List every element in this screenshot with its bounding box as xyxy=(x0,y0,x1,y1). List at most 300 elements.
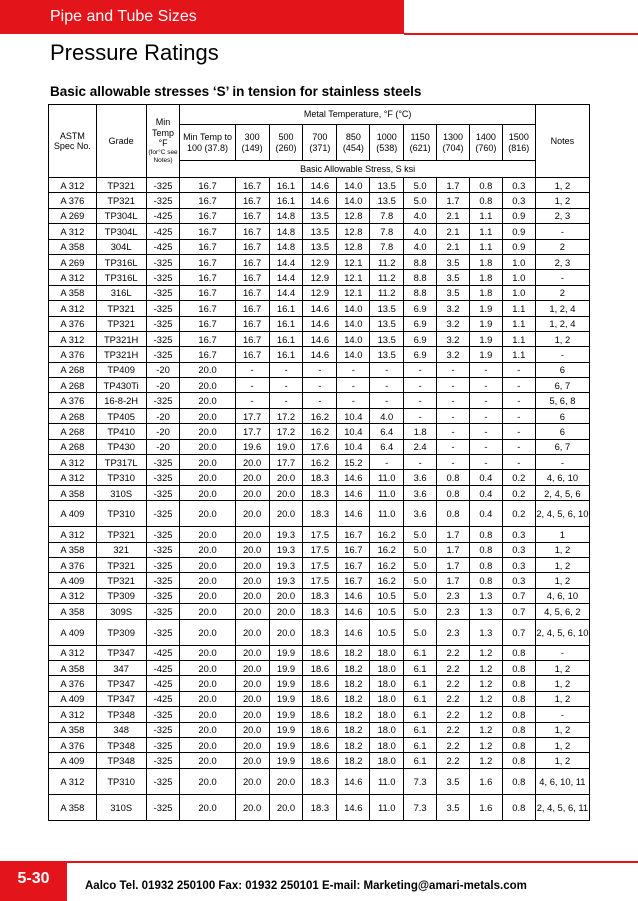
cell-700: 17.6 xyxy=(303,439,337,454)
cell-1500: 0.8 xyxy=(502,722,535,737)
cell-to100: 16.7 xyxy=(180,208,235,223)
cell-1400: 1.8 xyxy=(469,270,502,285)
cell-1500: 0.2 xyxy=(502,470,535,485)
cell-850: 18.2 xyxy=(337,707,370,722)
cell-grade: TP321 xyxy=(96,316,146,331)
cell-notes: 1, 2 xyxy=(535,193,589,208)
cell-500: 20.0 xyxy=(269,619,303,645)
cell-850: 10.4 xyxy=(337,439,370,454)
cell-grade: TP304L xyxy=(96,208,146,223)
cell-1300: 1.7 xyxy=(437,573,470,588)
table-row xyxy=(49,316,590,331)
cell-notes: 2, 4, 5, 6 xyxy=(535,485,589,500)
cell-grade: TP321 xyxy=(96,557,146,572)
cell-1150: 6.9 xyxy=(404,331,437,346)
cell-700: 18.6 xyxy=(303,753,337,768)
temp-col: 1400 (760) xyxy=(469,125,502,161)
cell-300: 16.7 xyxy=(235,347,269,362)
cell-notes: 1, 2 xyxy=(535,722,589,737)
cell-1300: 3.2 xyxy=(437,347,470,362)
cell-1400: - xyxy=(469,362,502,377)
cell-1500: 0.3 xyxy=(502,557,535,572)
table-header xyxy=(49,105,590,178)
cell-min-temp: -325 xyxy=(146,485,180,500)
cell-1000: 18.0 xyxy=(370,645,404,660)
cell-to100: 20.0 xyxy=(180,393,235,408)
cell-700: 18.6 xyxy=(303,645,337,660)
cell-min-temp: -325 xyxy=(146,393,180,408)
cell-to100: 20.0 xyxy=(180,362,235,377)
cell-spec: A 376 xyxy=(49,193,97,208)
cell-to100: 20.0 xyxy=(180,378,235,393)
cell-notes: 1, 2 xyxy=(535,737,589,752)
table-row xyxy=(49,722,590,737)
cell-700: 18.6 xyxy=(303,691,337,706)
cell-spec: A 269 xyxy=(49,208,97,223)
cell-500: 20.0 xyxy=(269,604,303,619)
cell-min-temp: -325 xyxy=(146,707,180,722)
cell-notes: 6 xyxy=(535,408,589,423)
cell-850: 14.6 xyxy=(337,619,370,645)
cell-grade: TP310 xyxy=(96,470,146,485)
cell-1150: - xyxy=(404,362,437,377)
cell-500: 16.1 xyxy=(269,316,303,331)
cell-850: 12.8 xyxy=(337,224,370,239)
cell-1400: 1.3 xyxy=(469,604,502,619)
cell-spec: A 312 xyxy=(49,768,97,794)
cell-spec: A 409 xyxy=(49,691,97,706)
cell-notes: 1, 2, 4 xyxy=(535,316,589,331)
cell-min-temp: -20 xyxy=(146,439,180,454)
cell-700: 13.5 xyxy=(303,239,337,254)
cell-min-temp: -325 xyxy=(146,270,180,285)
cell-min-temp: -425 xyxy=(146,676,180,691)
cell-1300: 1.7 xyxy=(437,178,470,193)
cell-700: 16.2 xyxy=(303,424,337,439)
cell-500: - xyxy=(269,362,303,377)
cell-grade: TP321 xyxy=(96,527,146,542)
cell-to100: 20.0 xyxy=(180,588,235,603)
cell-notes: 1, 2 xyxy=(535,178,589,193)
cell-300: 20.0 xyxy=(235,527,269,542)
cell-500: 17.2 xyxy=(269,424,303,439)
cell-1000: 11.0 xyxy=(370,768,404,794)
cell-1000: 13.5 xyxy=(370,347,404,362)
cell-500: 20.0 xyxy=(269,588,303,603)
cell-1500: - xyxy=(502,455,535,470)
cell-1300: 2.1 xyxy=(437,208,470,223)
cell-1500: 0.3 xyxy=(502,573,535,588)
cell-1500: 0.3 xyxy=(502,542,535,557)
cell-min-temp: -325 xyxy=(146,501,180,527)
table-body xyxy=(49,178,590,821)
cell-1400: 1.9 xyxy=(469,347,502,362)
cell-700: 17.5 xyxy=(303,557,337,572)
cell-300: 20.0 xyxy=(235,573,269,588)
cell-1300: 1.7 xyxy=(437,527,470,542)
cell-850: 18.2 xyxy=(337,737,370,752)
cell-notes: - xyxy=(535,707,589,722)
cell-to100: 16.7 xyxy=(180,193,235,208)
cell-700: 13.5 xyxy=(303,208,337,223)
cell-spec: A 268 xyxy=(49,424,97,439)
cell-700: 14.6 xyxy=(303,316,337,331)
cell-700: 18.6 xyxy=(303,676,337,691)
cell-1500: 0.7 xyxy=(502,604,535,619)
cell-grade: TP310 xyxy=(96,768,146,794)
cell-notes: 1, 2 xyxy=(535,331,589,346)
table-row xyxy=(49,378,590,393)
footer-rule xyxy=(67,861,638,863)
cell-850: 14.6 xyxy=(337,588,370,603)
cell-to100: 16.7 xyxy=(180,224,235,239)
cell-500: 16.1 xyxy=(269,178,303,193)
cell-1500: 1.0 xyxy=(502,254,535,269)
cell-1400: - xyxy=(469,455,502,470)
cell-notes: 1, 2 xyxy=(535,542,589,557)
cell-500: 17.7 xyxy=(269,455,303,470)
cell-to100: 20.0 xyxy=(180,573,235,588)
cell-notes: 2, 4, 5, 6, 11 xyxy=(535,794,589,820)
cell-1150: 5.0 xyxy=(404,619,437,645)
cell-850: 16.7 xyxy=(337,557,370,572)
section-title: Pipe and Tube Sizes xyxy=(50,8,197,25)
cell-850: 18.2 xyxy=(337,645,370,660)
cell-spec: A 312 xyxy=(49,224,97,239)
cell-grade: 310S xyxy=(96,485,146,500)
cell-850: 16.7 xyxy=(337,573,370,588)
cell-850: 12.8 xyxy=(337,239,370,254)
cell-300: 20.0 xyxy=(235,604,269,619)
header-min-temp xyxy=(146,105,180,178)
table-row xyxy=(49,753,590,768)
cell-1300: - xyxy=(437,362,470,377)
cell-1500: 1.1 xyxy=(502,301,535,316)
cell-1000: 11.2 xyxy=(370,270,404,285)
cell-1300: 2.2 xyxy=(437,737,470,752)
cell-700: 12.9 xyxy=(303,254,337,269)
cell-to100: 20.0 xyxy=(180,660,235,675)
cell-300: 16.7 xyxy=(235,208,269,223)
cell-1400: 1.1 xyxy=(469,208,502,223)
cell-notes: 6, 7 xyxy=(535,439,589,454)
cell-1000: 18.0 xyxy=(370,707,404,722)
cell-1300: 2.1 xyxy=(437,224,470,239)
cell-min-temp: -325 xyxy=(146,455,180,470)
table-row xyxy=(49,604,590,619)
cell-700: 18.6 xyxy=(303,737,337,752)
cell-1400: 0.8 xyxy=(469,527,502,542)
cell-to100: 20.0 xyxy=(180,485,235,500)
cell-1500: 0.8 xyxy=(502,676,535,691)
page-title: Pressure Ratings xyxy=(50,40,219,65)
cell-spec: A 358 xyxy=(49,485,97,500)
cell-1500: 0.9 xyxy=(502,208,535,223)
cell-1300: 2.2 xyxy=(437,707,470,722)
cell-to100: 16.7 xyxy=(180,239,235,254)
cell-1500: 0.9 xyxy=(502,239,535,254)
table-row xyxy=(49,362,590,377)
cell-grade: 348 xyxy=(96,722,146,737)
cell-300: 17.7 xyxy=(235,408,269,423)
cell-1150: 6.1 xyxy=(404,753,437,768)
table-row xyxy=(49,331,590,346)
cell-1400: 0.8 xyxy=(469,573,502,588)
cell-spec: A 268 xyxy=(49,408,97,423)
cell-500: 19.9 xyxy=(269,753,303,768)
cell-1300: 2.2 xyxy=(437,676,470,691)
cell-grade: TP348 xyxy=(96,707,146,722)
cell-1400: 0.4 xyxy=(469,501,502,527)
cell-1400: 1.8 xyxy=(469,254,502,269)
table-row xyxy=(49,455,590,470)
cell-grade: TP310 xyxy=(96,501,146,527)
cell-1300: 3.5 xyxy=(437,794,470,820)
cell-500: 14.4 xyxy=(269,270,303,285)
cell-spec: A 358 xyxy=(49,660,97,675)
cell-1150: 6.9 xyxy=(404,316,437,331)
cell-min-temp: -325 xyxy=(146,316,180,331)
cell-1300: - xyxy=(437,408,470,423)
cell-1000: 7.8 xyxy=(370,224,404,239)
cell-700: 18.3 xyxy=(303,619,337,645)
cell-850: 12.8 xyxy=(337,208,370,223)
temp-col: 500 (260) xyxy=(269,125,303,161)
cell-850: 18.2 xyxy=(337,753,370,768)
cell-notes: 2, 3 xyxy=(535,208,589,223)
cell-1500: 0.8 xyxy=(502,691,535,706)
cell-1150: - xyxy=(404,455,437,470)
cell-to100: 20.0 xyxy=(180,424,235,439)
cell-1150: - xyxy=(404,408,437,423)
cell-500: 20.0 xyxy=(269,501,303,527)
cell-1400: 1.6 xyxy=(469,768,502,794)
cell-700: 12.9 xyxy=(303,285,337,300)
cell-1400: - xyxy=(469,408,502,423)
cell-to100: 20.0 xyxy=(180,527,235,542)
cell-1150: 5.0 xyxy=(404,527,437,542)
cell-1300: 1.7 xyxy=(437,542,470,557)
cell-notes: 4, 6, 10 xyxy=(535,470,589,485)
cell-1000: 4.0 xyxy=(370,408,404,423)
cell-notes: 2, 4, 5, 6, 10 xyxy=(535,619,589,645)
cell-1300: - xyxy=(437,424,470,439)
cell-spec: A 358 xyxy=(49,285,97,300)
cell-1300: - xyxy=(437,378,470,393)
cell-1150: 5.0 xyxy=(404,588,437,603)
cell-1500: 0.8 xyxy=(502,794,535,820)
cell-1150: 1.8 xyxy=(404,424,437,439)
cell-to100: 20.0 xyxy=(180,604,235,619)
cell-300: 20.0 xyxy=(235,753,269,768)
table-row xyxy=(49,254,590,269)
table-row xyxy=(49,737,590,752)
table-row xyxy=(49,239,590,254)
cell-notes: 1, 2 xyxy=(535,660,589,675)
cell-min-temp: -325 xyxy=(146,178,180,193)
cell-spec: A 312 xyxy=(49,301,97,316)
cell-1400: 1.1 xyxy=(469,239,502,254)
cell-grade: 321 xyxy=(96,542,146,557)
cell-500: 19.9 xyxy=(269,660,303,675)
table-row xyxy=(49,408,590,423)
cell-1150: 5.0 xyxy=(404,542,437,557)
table-row xyxy=(49,424,590,439)
cell-850: - xyxy=(337,393,370,408)
table-row xyxy=(49,557,590,572)
cell-1300: 2.2 xyxy=(437,660,470,675)
cell-grade: TP316L xyxy=(96,270,146,285)
cell-spec: A 409 xyxy=(49,619,97,645)
cell-grade: TP304L xyxy=(96,224,146,239)
table-row xyxy=(49,178,590,193)
cell-1500: 1.1 xyxy=(502,331,535,346)
cell-300: 20.0 xyxy=(235,501,269,527)
cell-1300: 3.5 xyxy=(437,270,470,285)
cell-1500: 0.8 xyxy=(502,768,535,794)
cell-to100: 16.7 xyxy=(180,316,235,331)
cell-1000: 18.0 xyxy=(370,691,404,706)
table-row xyxy=(49,645,590,660)
cell-1000: 13.5 xyxy=(370,331,404,346)
cell-1400: 1.1 xyxy=(469,224,502,239)
cell-spec: A 376 xyxy=(49,347,97,362)
cell-1300: 2.2 xyxy=(437,753,470,768)
cell-notes: 1, 2 xyxy=(535,573,589,588)
table-row xyxy=(49,439,590,454)
cell-850: 16.7 xyxy=(337,542,370,557)
cell-500: 19.9 xyxy=(269,691,303,706)
cell-notes: 1, 2 xyxy=(535,753,589,768)
cell-850: 12.1 xyxy=(337,285,370,300)
cell-grade: TP321 xyxy=(96,178,146,193)
cell-300: 16.7 xyxy=(235,331,269,346)
cell-notes: 2, 3 xyxy=(535,254,589,269)
cell-1150: 7.3 xyxy=(404,768,437,794)
cell-500: 20.0 xyxy=(269,794,303,820)
cell-grade: TP317L xyxy=(96,455,146,470)
cell-1000: 10.5 xyxy=(370,619,404,645)
cell-grade: TP405 xyxy=(96,408,146,423)
cell-spec: A 358 xyxy=(49,722,97,737)
cell-850: 18.2 xyxy=(337,660,370,675)
cell-1300: 2.3 xyxy=(437,588,470,603)
cell-700: 18.3 xyxy=(303,794,337,820)
cell-1500: 1.1 xyxy=(502,316,535,331)
cell-min-temp: -425 xyxy=(146,691,180,706)
cell-grade: TP321H xyxy=(96,347,146,362)
table-row xyxy=(49,285,590,300)
cell-1300: 0.8 xyxy=(437,501,470,527)
cell-1300: 3.2 xyxy=(437,331,470,346)
table-row xyxy=(49,270,590,285)
cell-1150: 5.0 xyxy=(404,193,437,208)
page-number: 5-30 xyxy=(17,870,50,887)
cell-spec: A 312 xyxy=(49,455,97,470)
cell-1000: 10.5 xyxy=(370,604,404,619)
cell-1150: 8.8 xyxy=(404,285,437,300)
cell-spec: A 358 xyxy=(49,542,97,557)
cell-300: 16.7 xyxy=(235,285,269,300)
cell-to100: 20.0 xyxy=(180,619,235,645)
cell-1000: 13.5 xyxy=(370,178,404,193)
cell-500: 19.9 xyxy=(269,645,303,660)
table-row xyxy=(49,485,590,500)
cell-1000: 18.0 xyxy=(370,722,404,737)
cell-1500: - xyxy=(502,378,535,393)
cell-min-temp: -425 xyxy=(146,224,180,239)
cell-1400: 0.8 xyxy=(469,542,502,557)
table-row xyxy=(49,676,590,691)
cell-min-temp: -20 xyxy=(146,408,180,423)
cell-spec: A 312 xyxy=(49,470,97,485)
cell-1400: 0.4 xyxy=(469,485,502,500)
cell-spec: A 376 xyxy=(49,557,97,572)
cell-1400: 1.8 xyxy=(469,285,502,300)
cell-spec: A 312 xyxy=(49,270,97,285)
temp-col: 300 (149) xyxy=(235,125,269,161)
cell-to100: 20.0 xyxy=(180,557,235,572)
cell-700: 14.6 xyxy=(303,331,337,346)
cell-500: 16.1 xyxy=(269,301,303,316)
table-row xyxy=(49,573,590,588)
cell-1000: 7.8 xyxy=(370,239,404,254)
cell-to100: 16.7 xyxy=(180,270,235,285)
footer-contact: Aalco Tel. 01932 250100 Fax: 01932 250101 E-mail: Marketing@amari-metals.com xyxy=(85,880,527,892)
temp-col: 850 (454) xyxy=(337,125,370,161)
cell-spec: A 312 xyxy=(49,588,97,603)
cell-700: 18.6 xyxy=(303,707,337,722)
cell-1150: 4.0 xyxy=(404,239,437,254)
cell-1400: 1.2 xyxy=(469,707,502,722)
cell-min-temp: -425 xyxy=(146,645,180,660)
cell-1300: 2.2 xyxy=(437,722,470,737)
cell-300: 16.7 xyxy=(235,301,269,316)
table-subtitle: Basic allowable stresses ‘S’ in tension for stainless steels xyxy=(50,84,422,99)
cell-850: - xyxy=(337,362,370,377)
cell-1150: 5.0 xyxy=(404,557,437,572)
cell-300: 16.7 xyxy=(235,316,269,331)
cell-notes: 6, 7 xyxy=(535,378,589,393)
cell-1500: 0.8 xyxy=(502,707,535,722)
cell-700: - xyxy=(303,393,337,408)
cell-500: 17.2 xyxy=(269,408,303,423)
cell-min-temp: -325 xyxy=(146,588,180,603)
header-notes: Notes xyxy=(535,105,589,178)
table-row xyxy=(49,794,590,820)
table-row xyxy=(49,588,590,603)
cell-850: 14.6 xyxy=(337,794,370,820)
cell-1300: 3.2 xyxy=(437,316,470,331)
cell-min-temp: -425 xyxy=(146,660,180,675)
cell-to100: 20.0 xyxy=(180,768,235,794)
cell-min-temp: -325 xyxy=(146,285,180,300)
cell-1400: 1.9 xyxy=(469,331,502,346)
cell-1000: 7.8 xyxy=(370,208,404,223)
cell-grade: TP347 xyxy=(96,676,146,691)
cell-1400: 1.3 xyxy=(469,588,502,603)
cell-300: 20.0 xyxy=(235,588,269,603)
cell-1400: - xyxy=(469,393,502,408)
cell-700: - xyxy=(303,362,337,377)
cell-1300: 2.3 xyxy=(437,619,470,645)
cell-1500: 0.3 xyxy=(502,527,535,542)
cell-1000: 11.2 xyxy=(370,285,404,300)
cell-1400: 0.8 xyxy=(469,557,502,572)
cell-1000: 18.0 xyxy=(370,660,404,675)
cell-spec: A 358 xyxy=(49,794,97,820)
cell-to100: 16.7 xyxy=(180,331,235,346)
